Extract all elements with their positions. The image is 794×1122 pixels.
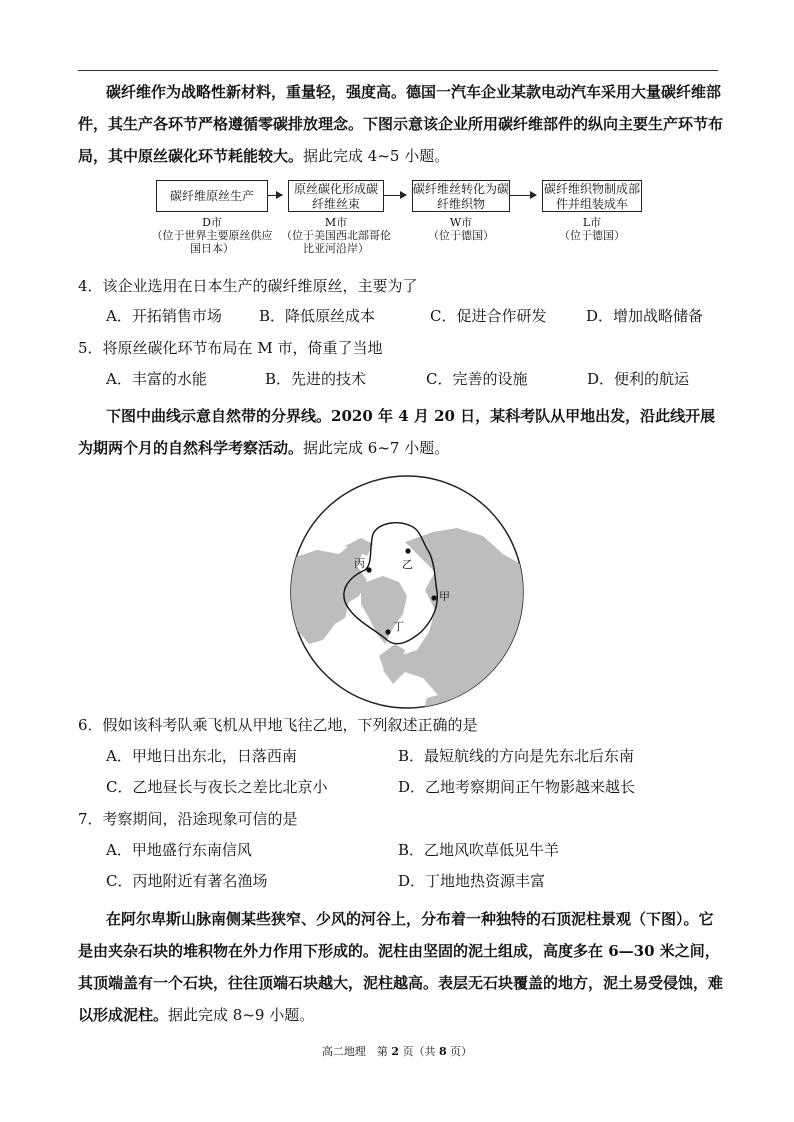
flow-label-l xyxy=(542,216,642,242)
footer-suffix: 页） xyxy=(446,1045,473,1058)
footer-page-number: 2 xyxy=(391,1045,399,1058)
intro-paragraph-expedition xyxy=(78,400,726,464)
flow-label-w xyxy=(412,216,510,242)
intro-bold-text: 在阿尔卑斯山脉南侧某些狭窄、少风的河谷上，分布着一种独特的石顶泥柱景观（下图）。它是由夹杂石块的堆积物在外力作用下形成的。泥柱由坚固的泥土组成，高度多在 6—30 米之间，其顶端盖有一个石块，往往顶端石块越大，泥柱越高。表层无石块覆盖的地方，泥土易受侵蚀，难以形成泥柱。 xyxy=(78,910,724,1024)
q4-option-a: A．开拓销售市场 xyxy=(106,307,222,325)
footer-total-pages: 8 xyxy=(439,1045,447,1058)
flow-box-precursor: 碳纤维原丝生产 xyxy=(156,180,268,212)
label-bing: 丙 xyxy=(354,557,365,570)
city-note: （位于德国） xyxy=(559,229,625,242)
intro-paragraph-earth-pillars xyxy=(78,903,726,1031)
flow-arrow xyxy=(384,195,406,196)
q7-option-d: D．丁地地热资源丰富 xyxy=(398,872,546,890)
city-note: （位于世界主要原丝供应国日本） xyxy=(151,229,273,255)
q7-option-c: C．丙地附近有著名渔场 xyxy=(106,872,268,890)
point-bing xyxy=(366,567,371,572)
city-note: （位于美国西北部哥伦比亚河沿岸） xyxy=(281,229,391,255)
label-ding: 丁 xyxy=(393,620,404,633)
q6-option-a: A．甲地日出东北，日落西南 xyxy=(106,747,297,765)
flow-label-d xyxy=(150,216,274,255)
header-rule xyxy=(78,70,718,71)
city-name: W市 xyxy=(449,216,473,229)
q5-option-b: B．先进的技术 xyxy=(265,370,367,388)
intro-tail: 据此完成 6~7 小题。 xyxy=(303,439,450,457)
q5-option-a: A．丰富的水能 xyxy=(106,370,207,388)
point-ding xyxy=(385,629,390,634)
intro-paragraph-carbon-fiber xyxy=(78,76,726,172)
footer-middle: 页（共 xyxy=(399,1045,439,1058)
city-name: D市 xyxy=(202,216,222,229)
q6-option-b: B．最短航线的方向是先东北后东南 xyxy=(398,747,635,765)
city-name: M市 xyxy=(324,216,348,229)
point-jia xyxy=(431,595,436,600)
label-yi: 乙 xyxy=(402,558,413,571)
q6-option-d: D．乙地考察期间正午物影越来越长 xyxy=(398,778,636,796)
q5-option-d: D．便利的航运 xyxy=(587,370,690,388)
city-note: （位于德国） xyxy=(428,229,494,242)
polar-map xyxy=(287,472,527,712)
q5-option-c: C．完善的设施 xyxy=(426,370,528,388)
page-footer xyxy=(0,1043,794,1059)
question-6-stem: 6．假如该科考队乘飞机从甲地飞往乙地，下列叙述正确的是 xyxy=(78,716,478,734)
flow-arrow xyxy=(510,195,536,196)
intro-bold-text: 下图中曲线示意自然带的分界线。2020 年 4 月 20 日，某科考队从甲地出发，沿此线开展为期两个月的自然科学考察活动。 xyxy=(78,407,716,457)
flow-label-m xyxy=(280,216,392,255)
question-4-stem: 4．该企业选用在日本生产的碳纤维原丝，主要为了 xyxy=(78,277,418,295)
flow-box-fabric: 碳纤维丝转化为碳纤维织物 xyxy=(413,182,510,211)
footer-prefix: 高二地理 第 xyxy=(321,1045,392,1058)
flow-arrow xyxy=(268,195,282,196)
q4-option-c: C．促进合作研发 xyxy=(430,307,547,325)
q4-option-b: B．降低原丝成本 xyxy=(259,307,376,325)
point-yi xyxy=(405,548,410,553)
city-name: L市 xyxy=(582,216,602,229)
flow-box-assembly: 碳纤维织物制成部件并组装成车 xyxy=(543,182,640,211)
intro-tail: 据此完成 4~5 小题。 xyxy=(303,147,450,165)
label-jia: 甲 xyxy=(439,590,450,603)
flow-box-carbonization: 原丝碳化形成碳纤维丝束 xyxy=(288,180,384,212)
q6-option-c: C．乙地昼长与夜长之差比北京小 xyxy=(106,778,328,796)
q7-option-a: A．甲地盛行东南信风 xyxy=(106,841,252,859)
question-5-stem: 5．将原丝碳化环节布局在 M 市，倚重了当地 xyxy=(78,339,383,357)
intro-tail: 据此完成 8~9 小题。 xyxy=(168,1006,315,1024)
q7-option-b: B．乙地风吹草低见牛羊 xyxy=(398,841,560,859)
production-flow-chart xyxy=(150,180,670,260)
intro-bold-text: 碳纤维作为战略性新材料，重量轻，强度高。德国一汽车企业某款电动汽车采用大量碳纤维部件，其生产各环节严格遵循零碳排放理念。下图示意该企业所用碳纤维部件的纵向主要生产环节布局，其中原丝碳化环节耗能较大。 xyxy=(78,83,724,165)
q4-option-d: D．增加战略储备 xyxy=(586,307,704,325)
question-7-stem: 7．考察期间，沿途现象可信的是 xyxy=(78,810,298,828)
